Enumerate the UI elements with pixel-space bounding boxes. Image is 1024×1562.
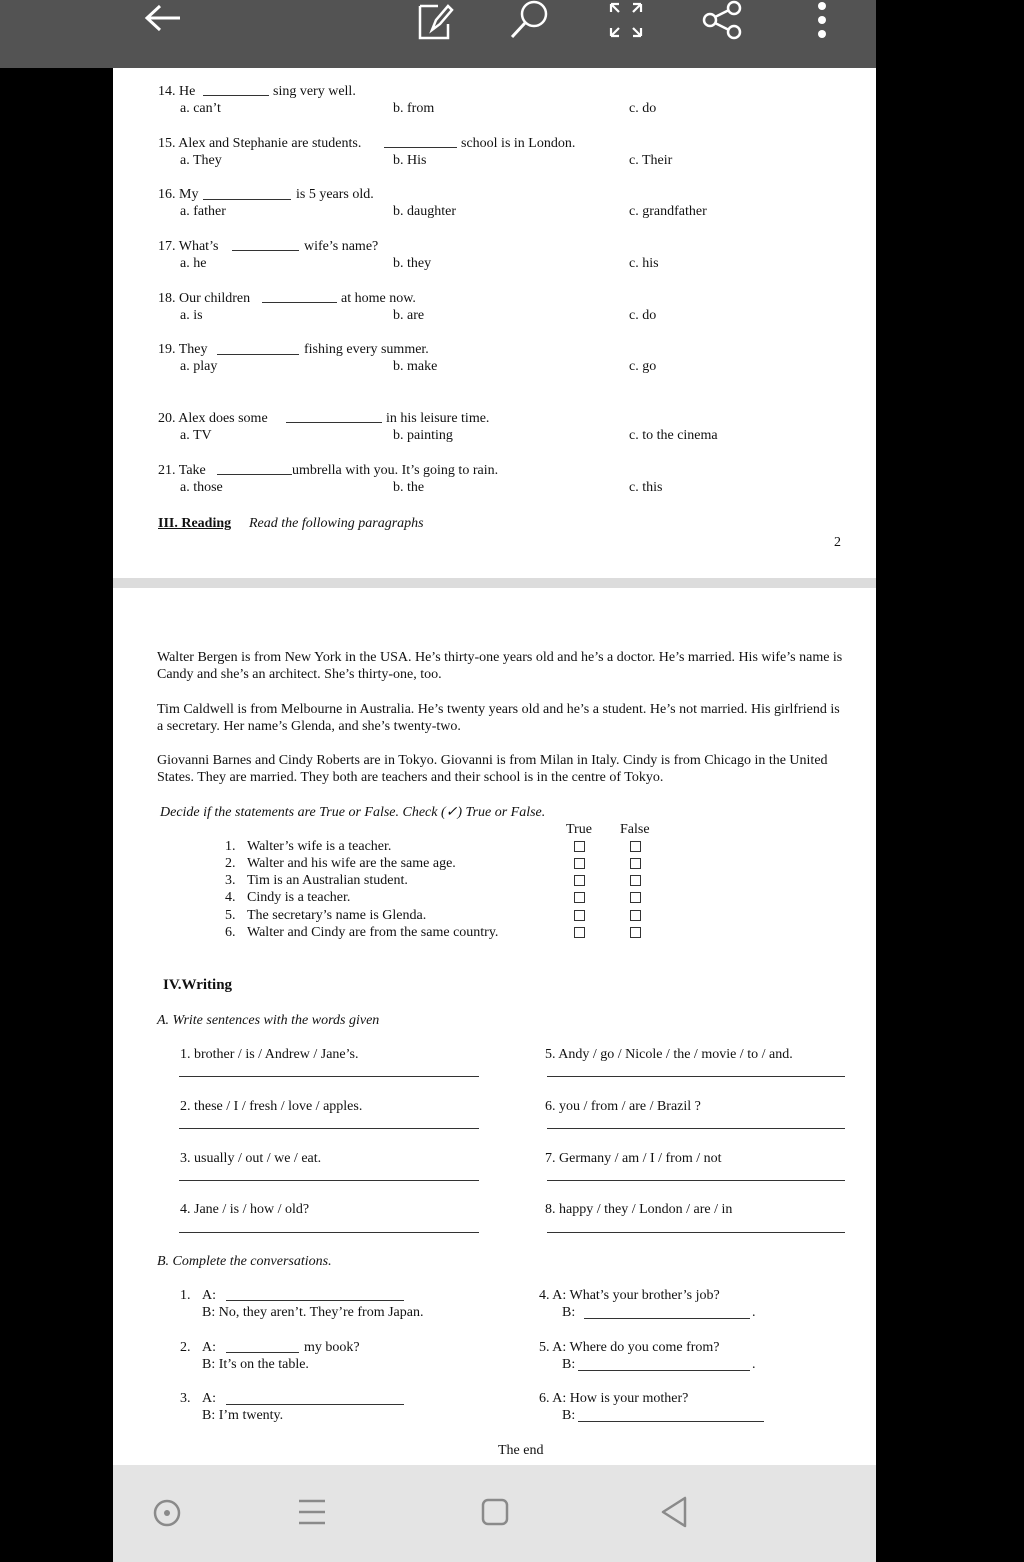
blank-line [217, 474, 292, 475]
statement-number: 4. [225, 890, 236, 905]
question-text: in his leisure time. [386, 411, 490, 426]
option-a: a. TV [180, 428, 212, 443]
writing-heading: IV.Writing [163, 977, 233, 993]
question-text: school is in London. [461, 136, 576, 151]
answer-line[interactable] [584, 1318, 750, 1319]
edit-icon[interactable] [412, 0, 456, 40]
writing-prompt: 7. Germany / am / I / from / not [545, 1151, 722, 1166]
reading-paragraph: Walter Bergen is from New York in the USA. He’s thirty-one years old and he’s a doctor. He’s married. His wife’s name is Candy and she’s an architect. She’s thirty-one, too. [157, 650, 843, 682]
option-b: b. they [393, 256, 432, 271]
option-a: a. those [180, 480, 223, 495]
option-c: c. go [629, 359, 657, 374]
question-text: wife’s name? [304, 239, 379, 254]
blank-line [203, 95, 269, 96]
false-checkbox[interactable] [630, 875, 641, 886]
question-stem: 14. He [158, 84, 196, 99]
writing-b-instruction: B. Complete the conversations. [157, 1254, 332, 1269]
question-stem: 21. Take [158, 463, 206, 478]
conversation-number: 1. [180, 1288, 191, 1303]
blank-line [203, 199, 291, 200]
true-checkbox[interactable] [574, 892, 585, 903]
option-a: a. he [180, 256, 207, 271]
true-checkbox[interactable] [574, 927, 585, 938]
option-a: a. can’t [180, 101, 221, 116]
question-text: fishing every summer. [304, 342, 429, 357]
statement-text: Walter’s wife is a teacher. [247, 839, 392, 854]
true-checkbox[interactable] [574, 841, 585, 852]
blank-line [286, 422, 382, 423]
writing-prompt: 2. these / I / fresh / love / apples. [180, 1099, 363, 1114]
statement-number: 5. [225, 908, 236, 923]
option-b: b. are [393, 308, 425, 323]
answer-line[interactable] [179, 1076, 479, 1077]
statement-text: Walter and Cindy are from the same country. [247, 925, 499, 940]
question-stem: 19. They [158, 342, 208, 357]
option-c: c. his [629, 256, 659, 271]
question-stem: 15. Alex and Stephanie are students. [158, 136, 362, 151]
question-text: at home now. [341, 291, 416, 306]
false-checkbox[interactable] [630, 927, 641, 938]
answer-line[interactable] [179, 1180, 479, 1181]
speaker-a-line: 4. A: What’s your brother’s job? [539, 1288, 720, 1303]
true-checkbox[interactable] [574, 858, 585, 869]
writing-prompt: 6. you / from / are / Brazil ? [545, 1099, 701, 1114]
the-end-text: The end [498, 1443, 544, 1458]
reading-paragraph: Tim Caldwell is from Melbourne in Australia. He’s twenty years old and he’s a student. He’s not married. His girlfriend is a secretary. Her name’s Glenda, and she’s twenty-two. [157, 702, 840, 734]
home-icon[interactable] [480, 1496, 510, 1528]
writing-prompt: 3. usually / out / we / eat. [180, 1151, 322, 1166]
fullscreen-icon[interactable] [604, 0, 646, 40]
page-separator [113, 578, 876, 588]
true-false-instruction: Decide if the statements are True or False. Check (✓) True or False. [160, 805, 546, 820]
option-b: b. His [393, 153, 427, 168]
true-checkbox[interactable] [574, 875, 585, 886]
writing-prompt: 4. Jane / is / how / old? [180, 1202, 310, 1217]
blank-line [217, 354, 299, 355]
reading-heading: III. Reading [158, 516, 232, 531]
answer-line[interactable] [226, 1404, 404, 1405]
writing-a-instruction: A. Write sentences with the words given [157, 1013, 380, 1028]
speaker-a: A: [202, 1288, 216, 1303]
false-checkbox[interactable] [630, 892, 641, 903]
answer-line[interactable] [578, 1421, 764, 1422]
reading-paragraph: Giovanni Barnes and Cindy Roberts are in Tokyo. Giovanni is from Milan in Italy. Cindy is from Chicago in the United States. They are married. They both are teachers and their school is in the centre of Tokyo. [157, 753, 828, 785]
blank-line [232, 250, 299, 251]
option-c: c. this [629, 480, 663, 495]
false-column-header: False [620, 822, 650, 837]
speaker-b-line: B: It’s on the table. [202, 1357, 309, 1372]
answer-line[interactable] [547, 1180, 845, 1181]
question-stem: 17. What’s [158, 239, 219, 254]
option-c: c. do [629, 101, 657, 116]
answer-line[interactable] [547, 1232, 845, 1233]
answer-line[interactable] [179, 1128, 479, 1129]
conversation-number: 2. [180, 1340, 191, 1355]
line-end: . [752, 1357, 756, 1372]
option-a: a. They [180, 153, 222, 168]
speaker-b: B: [562, 1408, 576, 1423]
option-b: b. daughter [393, 204, 456, 219]
speaker-a-text: my book? [304, 1340, 360, 1355]
option-a: a. father [180, 204, 226, 219]
blank-line [384, 147, 457, 148]
statement-text: The secretary’s name is Glenda. [247, 908, 427, 923]
speaker-a: A: [202, 1391, 216, 1406]
statement-number: 6. [225, 925, 236, 940]
option-b: b. painting [393, 428, 453, 443]
assistant-icon[interactable] [151, 1497, 183, 1529]
option-b: b. from [393, 101, 435, 116]
answer-line[interactable] [226, 1352, 299, 1353]
blank-line [262, 302, 337, 303]
page-number: 2 [834, 535, 841, 550]
answer-line[interactable] [226, 1300, 404, 1301]
speaker-a-line: 6. A: How is your mother? [539, 1391, 689, 1406]
false-checkbox[interactable] [630, 858, 641, 869]
arrow-left-icon[interactable] [140, 0, 184, 36]
option-b: b. make [393, 359, 438, 374]
speaker-a: A: [202, 1340, 216, 1355]
back-triangle-icon[interactable] [659, 1495, 691, 1529]
reading-instruction: Read the following paragraphs [249, 516, 424, 531]
option-c: c. grandfather [629, 204, 707, 219]
speaker-b: B: [562, 1305, 576, 1320]
recent-apps-icon[interactable] [297, 1495, 327, 1529]
question-stem: 16. My [158, 187, 199, 202]
statement-text: Tim is an Australian student. [247, 873, 408, 888]
option-a: a. is [180, 308, 203, 323]
statement-text: Cindy is a teacher. [247, 890, 351, 905]
option-c: c. Their [629, 153, 673, 168]
statement-text: Walter and his wife are the same age. [247, 856, 456, 871]
answer-line[interactable] [547, 1076, 845, 1077]
speaker-a-line: 5. A: Where do you come from? [539, 1340, 720, 1355]
option-c: c. to the cinema [629, 428, 718, 443]
option-b: b. the [393, 480, 425, 495]
more-vertical-icon[interactable] [810, 0, 834, 40]
speaker-b: B: [562, 1357, 576, 1372]
statement-number: 1. [225, 839, 236, 854]
question-text: is 5 years old. [296, 187, 374, 202]
true-checkbox[interactable] [574, 910, 585, 921]
false-checkbox[interactable] [630, 841, 641, 852]
true-column-header: True [566, 822, 592, 837]
writing-prompt: 8. happy / they / London / are / in [545, 1202, 733, 1217]
speaker-b-line: B: No, they aren’t. They’re from Japan. [202, 1305, 424, 1320]
answer-line[interactable] [578, 1370, 750, 1371]
question-text: sing very well. [273, 84, 356, 99]
answer-line[interactable] [547, 1128, 845, 1129]
search-icon[interactable] [506, 0, 552, 40]
share-icon[interactable] [700, 0, 746, 40]
system-navigation-bar [113, 1465, 876, 1562]
answer-line[interactable] [179, 1232, 479, 1233]
statement-number: 2. [225, 856, 236, 871]
conversation-number: 3. [180, 1391, 191, 1406]
option-c: c. do [629, 308, 657, 323]
question-stem: 18. Our children [158, 291, 251, 306]
question-stem: 20. Alex does some [158, 411, 268, 426]
top-toolbar [0, 0, 876, 68]
question-text: umbrella with you. It’s going to rain. [292, 463, 499, 478]
writing-prompt: 5. Andy / go / Nicole / the / movie / to / and. [545, 1047, 793, 1062]
writing-prompt: 1. brother / is / Andrew / Jane’s. [180, 1047, 359, 1062]
false-checkbox[interactable] [630, 910, 641, 921]
option-a: a. play [180, 359, 218, 374]
speaker-b-line: B: I’m twenty. [202, 1408, 284, 1423]
line-end: . [752, 1305, 756, 1320]
statement-number: 3. [225, 873, 236, 888]
